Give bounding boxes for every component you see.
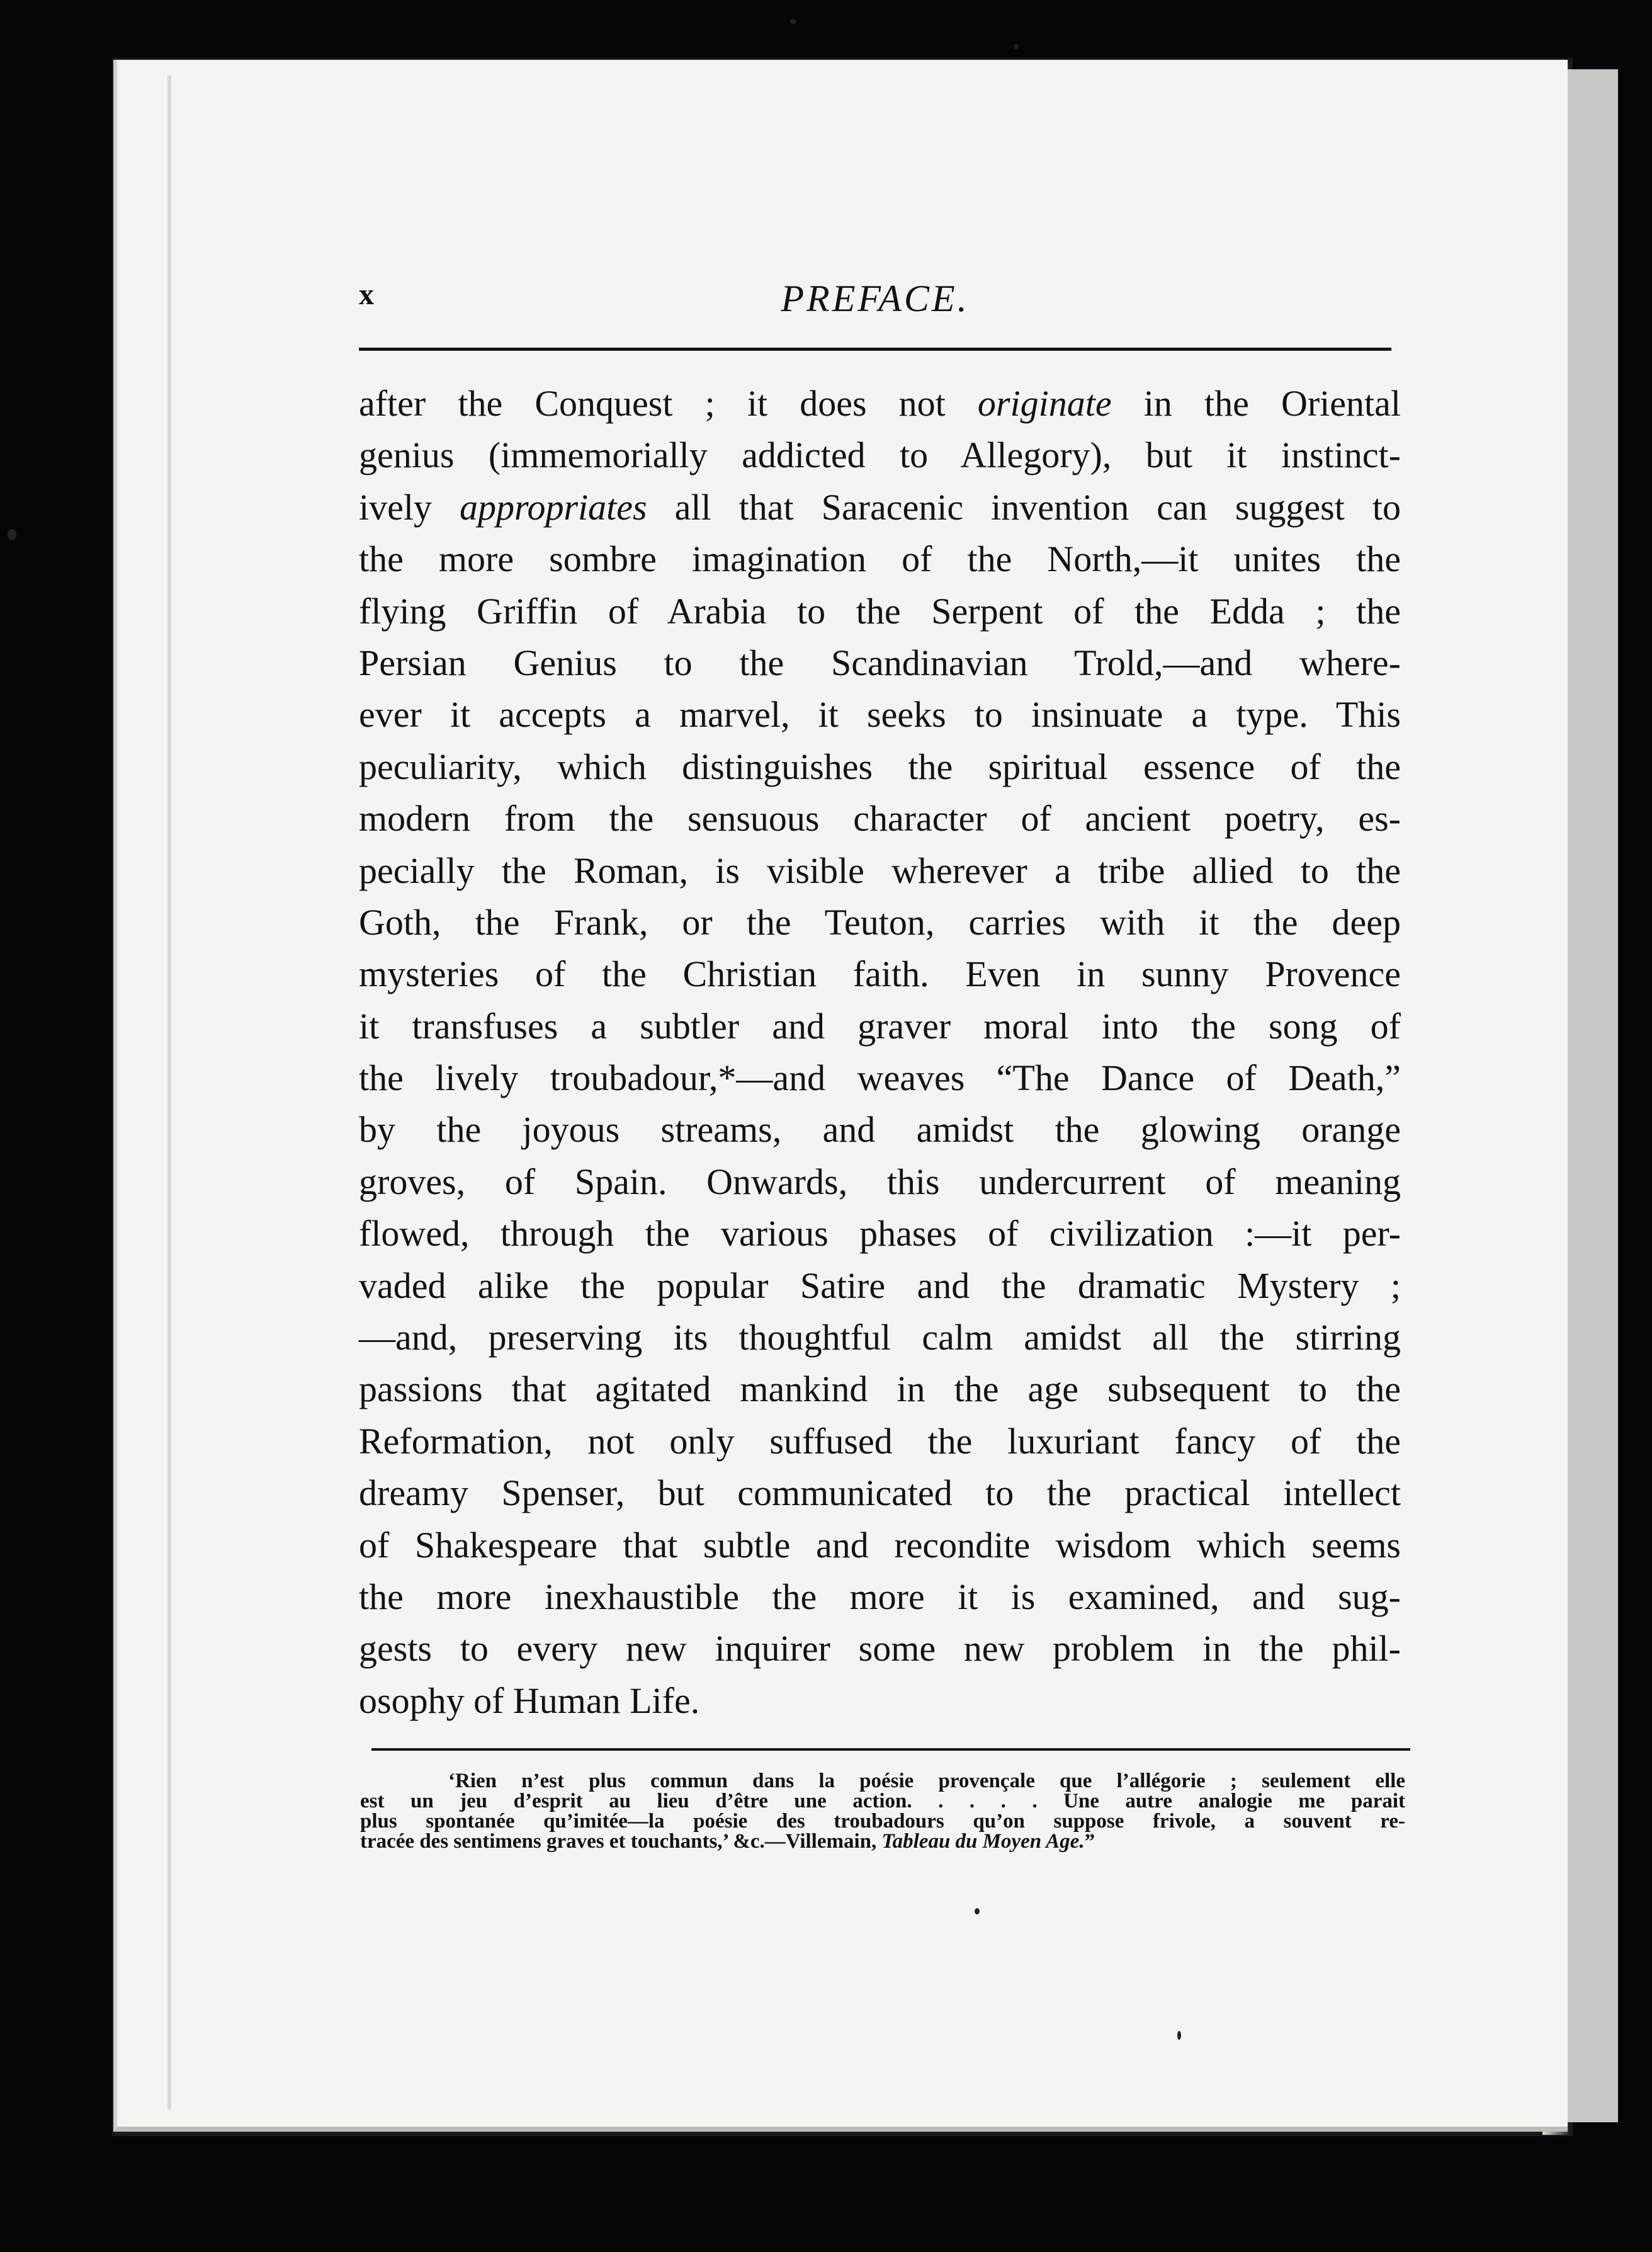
body-line: osophy of Human Life. [359, 1680, 700, 1721]
dust-speck [8, 529, 16, 540]
body-line: modern from the sensuous character of ancient poetry, es- [359, 798, 1401, 839]
body-line: genius (immemorially addicted to Allegory), but it instinct- [359, 435, 1401, 476]
header-rule [359, 348, 1391, 351]
body-line: flying Griffin of Arabia to the Serpent of the Edda ; the [359, 590, 1401, 632]
footnote-line: est un jeu d’esprit au lieu d’être une action. . . . . Une autre analogie me parait [360, 1790, 1405, 1812]
footnote-line: tracée des sentimens graves et touchants,’ &c.—Villemain, Tableau du Moyen Age.” [360, 1830, 1095, 1853]
dust-speck [1014, 44, 1019, 49]
body-line: peculiarity, which distinguishes the spiritual essence of the [359, 746, 1401, 787]
body-line: mysteries of the Christian faith. Even in sunny Provence [359, 953, 1401, 995]
body-line: groves, of Spain. Onwards, this undercurrent of meaning [359, 1161, 1401, 1202]
body-text [359, 378, 1401, 1727]
body-line: the lively troubadour,*—and weaves “The Dance of Death,” [359, 1057, 1401, 1099]
page-header [359, 277, 1391, 327]
body-line: vaded alike the popular Satire and the dramatic Mystery ; [359, 1265, 1401, 1306]
body-line: by the joyous streams, and amidst the glowing orange [359, 1109, 1401, 1151]
footnote-rule [371, 1748, 1410, 1751]
dust-speck [1177, 2031, 1181, 2040]
facing-page-edge [1568, 69, 1618, 2122]
body-line: the more sombre imagination of the North,—it unites the [359, 538, 1401, 580]
body-line: Reformation, not only suffused the luxuriant fancy of the [359, 1420, 1401, 1462]
body-line: ively appropriates all that Saracenic invention can suggest to [359, 486, 1401, 528]
body-line: pecially the Roman, is visible wherever a tribe allied to the [359, 850, 1401, 891]
body-line: after the Conquest ; it does not originate in the Oriental [359, 383, 1401, 424]
body-line: of Shakespeare that subtle and recondite wisdom which seems [359, 1524, 1401, 1566]
body-line: Persian Genius to the Scandinavian Trold,—and where- [359, 642, 1401, 683]
body-line: dreamy Spenser, but communicated to the practical intellect [359, 1472, 1401, 1514]
footnote-line: plus spontanée qu’imitée—la poésie des troubadours qu’on suppose frivole, a souvent re- [360, 1810, 1405, 1833]
footnote-line: ‘Rien n’est plus commun dans la poésie provençale que l’allégorie ; seulement elle [448, 1770, 1405, 1792]
body-line: flowed, through the various phases of civilization :—it per- [359, 1213, 1401, 1254]
dust-speck [790, 19, 796, 24]
body-line: passions that agitated mankind in the age subsequent to the [359, 1368, 1401, 1410]
page-edge [167, 76, 171, 2110]
page-number: x [359, 278, 374, 311]
body-line: Goth, the Frank, or the Teuton, carries with it the deep [359, 901, 1401, 943]
body-line: ever it accepts a marvel, it seeks to insinuate a type. This [359, 694, 1401, 736]
footnote [360, 1771, 1405, 1851]
body-line: it transfuses a subtler and graver moral into the song of [359, 1005, 1401, 1047]
running-head: PREFACE. [781, 278, 970, 319]
body-line: gests to every new inquirer some new problem in the phil- [359, 1628, 1401, 1669]
body-line: —and, preserving its thoughtful calm amidst all the stirring [359, 1317, 1401, 1358]
body-line: the more inexhaustible the more it is examined, and sug- [359, 1576, 1401, 1617]
dust-speck [975, 1908, 980, 1914]
